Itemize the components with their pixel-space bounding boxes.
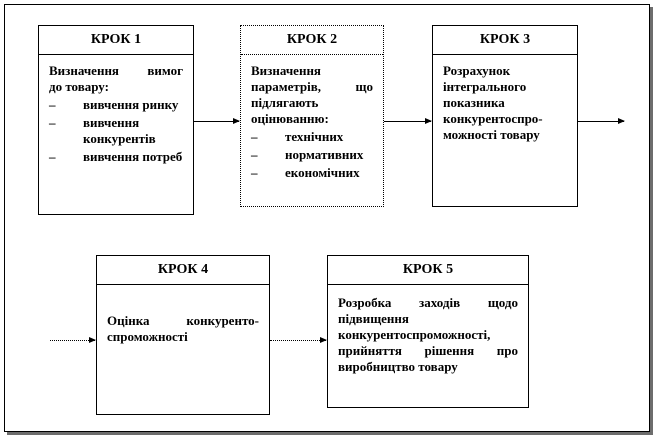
arrow-step4-to-step5 xyxy=(270,340,326,341)
bullet-dash: – xyxy=(49,149,56,164)
bullet-dash: – xyxy=(251,165,258,180)
arrowhead xyxy=(89,337,96,343)
step-2-item xyxy=(251,129,373,145)
step-2-item xyxy=(251,165,373,181)
step-1-line: Визначення вимог xyxy=(49,63,183,78)
step-2-line: оцінюванню: xyxy=(251,111,329,126)
step-4-body xyxy=(97,285,269,345)
step-1-line: до товару: xyxy=(49,79,109,94)
bullet-dash: – xyxy=(49,97,56,112)
step-1-title: КРОК 1 xyxy=(39,26,193,55)
step-3-box xyxy=(432,25,578,207)
step-4-line: спроможності xyxy=(107,329,188,344)
step-1-item-text: вивчення потреб xyxy=(83,149,183,164)
step-2-item-text: технічних xyxy=(285,129,344,144)
arrow-into-step4 xyxy=(50,340,95,341)
arrowhead xyxy=(618,118,625,124)
bullet-dash: – xyxy=(251,129,258,144)
step-1-item-text: вивчення конкурентів xyxy=(83,115,156,146)
step-2-box xyxy=(240,25,384,207)
step-5-title: КРОК 5 xyxy=(328,256,528,285)
arrow-step1-to-step2 xyxy=(194,121,239,122)
step-2-line: Визначення xyxy=(251,63,321,78)
step-2-item xyxy=(251,147,373,163)
step-1-body xyxy=(39,55,193,165)
step-5-line: конкурентоспроможності, xyxy=(338,327,491,342)
step-1-item xyxy=(49,115,183,147)
step-1-item xyxy=(49,149,183,165)
step-1-item xyxy=(49,97,183,113)
step-4-title: КРОК 4 xyxy=(97,256,269,285)
step-3-line: Розрахунок xyxy=(443,63,511,78)
step-1-box xyxy=(38,25,194,215)
arrow-step3-out xyxy=(578,121,624,122)
bullet-dash: – xyxy=(49,115,56,130)
step-3-line: конкурентоспро- xyxy=(443,111,543,126)
step-2-body xyxy=(241,55,383,181)
step-3-title: КРОК 3 xyxy=(433,26,577,55)
step-5-box xyxy=(327,255,529,408)
step-4-box xyxy=(96,255,270,415)
step-5-line: виробництво товару xyxy=(338,359,458,374)
step-2-line: параметрів, що xyxy=(251,79,373,94)
step-4-line: Оцінка конкуренто- xyxy=(107,313,259,328)
arrowhead xyxy=(233,118,240,124)
step-2-item-text: нормативних xyxy=(285,147,364,162)
step-2-line: підлягають xyxy=(251,95,319,110)
step-5-line: підвищення xyxy=(338,311,409,326)
arrowhead xyxy=(320,337,327,343)
step-5-line: Розробка заходів щодо xyxy=(338,295,518,310)
step-2-title: КРОК 2 xyxy=(241,26,383,55)
step-1-item-text: вивчення ринку xyxy=(83,97,179,112)
arrowhead xyxy=(425,118,432,124)
step-3-line: можності товару xyxy=(443,127,540,142)
step-3-line: інтегрального xyxy=(443,79,527,94)
arrow-step2-to-step3 xyxy=(384,121,431,122)
step-3-body xyxy=(433,55,577,143)
bullet-dash: – xyxy=(251,147,258,162)
step-3-line: показника xyxy=(443,95,505,110)
step-2-item-text: економічних xyxy=(285,165,360,180)
step-5-line: прийняття рішення про xyxy=(338,343,518,358)
step-5-body xyxy=(328,285,528,375)
